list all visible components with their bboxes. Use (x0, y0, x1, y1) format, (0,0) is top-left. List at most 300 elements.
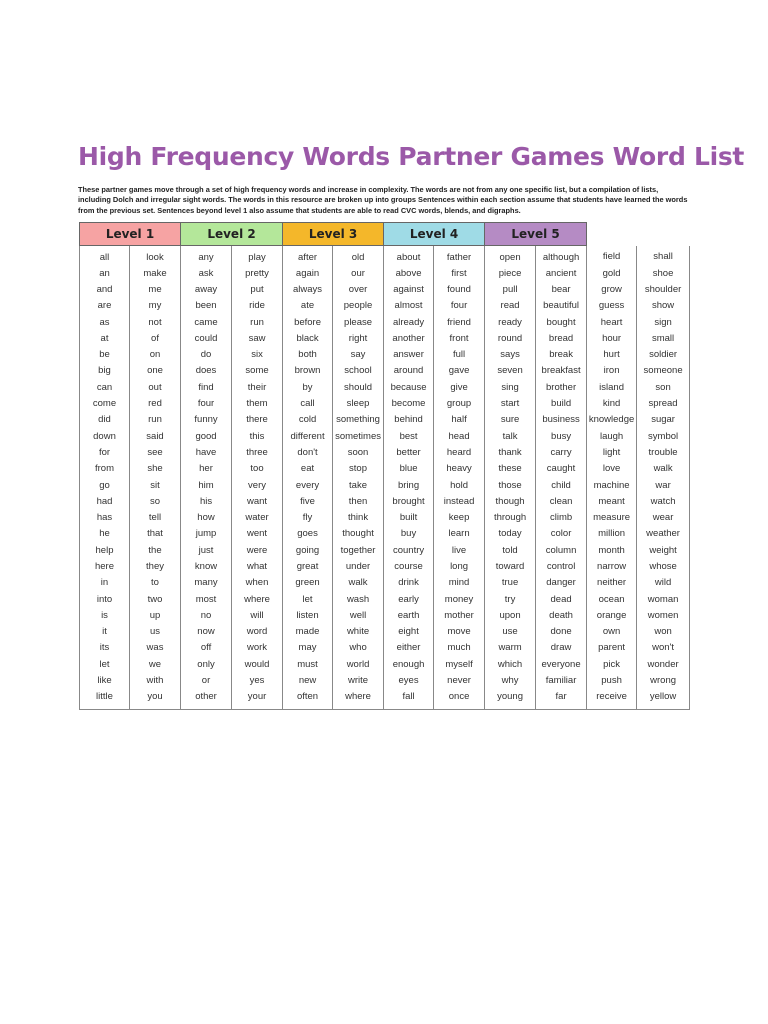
word-cell: around (384, 363, 434, 379)
word-cell: take (333, 477, 384, 493)
word-cell: had (80, 493, 130, 509)
word-cell: money (434, 591, 485, 607)
word-cell: before (283, 314, 333, 330)
word-cell: beautiful (536, 298, 587, 314)
word-cell: found (434, 281, 485, 297)
word-cell: course (384, 558, 434, 574)
word-cell: may (283, 640, 333, 656)
word-cell: bread (536, 330, 587, 346)
word-cell: hurt (587, 346, 637, 362)
level-header: Level 5 (485, 223, 587, 246)
word-cell: heavy (434, 461, 485, 477)
word-cell: friend (434, 314, 485, 330)
word-cell: show (637, 298, 690, 314)
level-header: Level 4 (384, 223, 485, 246)
word-cell: from (80, 461, 130, 477)
word-cell: million (587, 526, 637, 542)
word-cell: soldier (637, 346, 690, 362)
word-cell: everyone (536, 656, 587, 672)
word-cell: just (181, 542, 232, 558)
word-cell: the (130, 542, 181, 558)
word-cell: earth (384, 607, 434, 623)
word-cell: knowledge (587, 412, 637, 428)
word-cell: much (434, 640, 485, 656)
word-cell: listen (283, 607, 333, 623)
word-cell: fly (283, 509, 333, 525)
word-cell: off (181, 640, 232, 656)
word-cell: think (333, 509, 384, 525)
word-cell: wear (637, 509, 690, 525)
word-cell: light (587, 444, 637, 460)
word-cell: behind (384, 412, 434, 428)
word-cell: together (333, 542, 384, 558)
word-cell: went (232, 526, 283, 542)
word-cell: was (130, 640, 181, 656)
word-cell: and (80, 281, 130, 297)
word-cell: shoulder (637, 281, 690, 297)
word-cell: wrong (637, 672, 690, 688)
word-cell: parent (587, 640, 637, 656)
word-cell: use (485, 624, 536, 640)
word-cell: those (485, 477, 536, 493)
word-cell: here (80, 558, 130, 574)
word-cell: group (434, 395, 485, 411)
word-cell: draw (536, 640, 587, 656)
word-cell: up (130, 607, 181, 623)
word-cell: most (181, 591, 232, 607)
word-cell: son (637, 379, 690, 395)
word-cell: small (637, 330, 690, 346)
word-cell: first (434, 265, 485, 281)
word-cell: funny (181, 412, 232, 428)
word-cell: can (80, 379, 130, 395)
word-cell: big (80, 363, 130, 379)
word-cell: myself (434, 656, 485, 672)
word-cell: become (384, 395, 434, 411)
word-cell: out (130, 379, 181, 395)
word-cell: into (80, 591, 130, 607)
word-cell: father (434, 246, 485, 266)
table-row (80, 395, 690, 411)
word-cell: came (181, 314, 232, 330)
word-cell: spread (637, 395, 690, 411)
word-cell: familiar (536, 672, 587, 688)
word-cell: island (587, 379, 637, 395)
word-cell: should (333, 379, 384, 395)
word-cell: her (181, 461, 232, 477)
page-title: High Frequency Words Partner Games Word List (78, 142, 745, 171)
word-cell: though (485, 493, 536, 509)
word-cell: he (80, 526, 130, 542)
word-cell: any (181, 246, 232, 266)
word-cell: give (434, 379, 485, 395)
word-cell: always (283, 281, 333, 297)
word-cell: many (181, 575, 232, 591)
word-cell: soon (333, 444, 384, 460)
word-cell: about (384, 246, 434, 266)
word-cell: yes (232, 672, 283, 688)
word-cell: let (283, 591, 333, 607)
word-cell: not (130, 314, 181, 330)
word-cell: dead (536, 591, 587, 607)
word-cell: could (181, 330, 232, 346)
word-cell: meant (587, 493, 637, 509)
word-cell: almost (384, 298, 434, 314)
word-cell: read (485, 298, 536, 314)
word-cell: round (485, 330, 536, 346)
word-cell: won't (637, 640, 690, 656)
word-cell: break (536, 346, 587, 362)
word-cell: measure (587, 509, 637, 525)
word-cell: true (485, 575, 536, 591)
word-cell: answer (384, 346, 434, 362)
word-cell: every (283, 477, 333, 493)
word-cell: there (232, 412, 283, 428)
word-cell: enough (384, 656, 434, 672)
word-cell: above (384, 265, 434, 281)
word-cell: know (181, 558, 232, 574)
level-header: Level 1 (80, 223, 181, 246)
word-cell: four (434, 298, 485, 314)
word-cell: that (130, 526, 181, 542)
word-cell: neither (587, 575, 637, 591)
word-cell: did (80, 412, 130, 428)
word-cell: death (536, 607, 587, 623)
word-cell: please (333, 314, 384, 330)
word-cell: been (181, 298, 232, 314)
word-cell: one (130, 363, 181, 379)
level-header: Level 2 (181, 223, 283, 246)
word-cell: once (434, 689, 485, 710)
word-cell: business (536, 412, 587, 428)
word-cell: sleep (333, 395, 384, 411)
word-table-body (80, 246, 690, 710)
word-cell: ocean (587, 591, 637, 607)
word-cell: eight (384, 624, 434, 640)
word-cell: tell (130, 509, 181, 525)
word-cell: wash (333, 591, 384, 607)
word-cell: receive (587, 689, 637, 710)
word-cell: let (80, 656, 130, 672)
word-cell: machine (587, 477, 637, 493)
word-cell: pull (485, 281, 536, 297)
word-cell: call (283, 395, 333, 411)
word-cell: go (80, 477, 130, 493)
word-cell: want (232, 493, 283, 509)
word-cell: best (384, 428, 434, 444)
word-cell: put (232, 281, 283, 297)
table-row (80, 640, 690, 656)
word-cell: whose (637, 558, 690, 574)
word-cell: they (130, 558, 181, 574)
table-row (80, 298, 690, 314)
word-cell: weather (637, 526, 690, 542)
word-cell: build (536, 395, 587, 411)
word-cell: this (232, 428, 283, 444)
word-cell: push (587, 672, 637, 688)
word-cell: often (283, 689, 333, 710)
word-cell: grow (587, 281, 637, 297)
word-cell: at (80, 330, 130, 346)
word-cell: would (232, 656, 283, 672)
word-cell: look (130, 246, 181, 266)
word-cell: warm (485, 640, 536, 656)
word-cell: play (232, 246, 283, 266)
word-cell: full (434, 346, 485, 362)
word-cell: which (485, 656, 536, 672)
word-cell: in (80, 575, 130, 591)
word-cell: bring (384, 477, 434, 493)
word-cell: your (232, 689, 283, 710)
word-cell: pick (587, 656, 637, 672)
word-cell: school (333, 363, 384, 379)
word-cell: front (434, 330, 485, 346)
word-cell: because (384, 379, 434, 395)
word-cell: watch (637, 493, 690, 509)
word-cell: brought (384, 493, 434, 509)
word-cell: its (80, 640, 130, 656)
table-row (80, 461, 690, 477)
word-cell: we (130, 656, 181, 672)
word-cell: or (181, 672, 232, 688)
word-cell: two (130, 591, 181, 607)
word-cell: goes (283, 526, 333, 542)
word-cell: ancient (536, 265, 587, 281)
word-list-table (79, 222, 690, 710)
word-cell: my (130, 298, 181, 314)
word-cell: great (283, 558, 333, 574)
word-cell: early (384, 591, 434, 607)
table-row (80, 591, 690, 607)
word-cell: going (283, 542, 333, 558)
word-cell: seven (485, 363, 536, 379)
word-cell: have (181, 444, 232, 460)
word-cell: ask (181, 265, 232, 281)
word-cell: their (232, 379, 283, 395)
word-cell: mind (434, 575, 485, 591)
word-cell: it (80, 624, 130, 640)
word-cell: don't (283, 444, 333, 460)
word-cell: column (536, 542, 587, 558)
word-cell: hold (434, 477, 485, 493)
word-cell: five (283, 493, 333, 509)
word-cell: won (637, 624, 690, 640)
word-cell: keep (434, 509, 485, 525)
word-cell: where (333, 689, 384, 710)
word-cell: says (485, 346, 536, 362)
word-cell: for (80, 444, 130, 460)
word-cell: now (181, 624, 232, 640)
word-cell: him (181, 477, 232, 493)
word-cell: our (333, 265, 384, 281)
word-cell: caught (536, 461, 587, 477)
word-cell: built (384, 509, 434, 525)
word-cell: try (485, 591, 536, 607)
word-cell: an (80, 265, 130, 281)
word-cell: shall (637, 246, 690, 266)
word-cell: four (181, 395, 232, 411)
word-cell: no (181, 607, 232, 623)
word-cell: child (536, 477, 587, 493)
word-cell: made (283, 624, 333, 640)
word-cell: eat (283, 461, 333, 477)
word-cell: another (384, 330, 434, 346)
word-cell: start (485, 395, 536, 411)
word-cell: must (283, 656, 333, 672)
word-cell: symbol (637, 428, 690, 444)
word-cell: busy (536, 428, 587, 444)
word-cell: half (434, 412, 485, 428)
word-cell: carry (536, 444, 587, 460)
word-cell: learn (434, 526, 485, 542)
word-cell: me (130, 281, 181, 297)
table-row (80, 246, 690, 266)
word-cell: bear (536, 281, 587, 297)
word-cell: run (232, 314, 283, 330)
word-cell: word (232, 624, 283, 640)
word-cell: never (434, 672, 485, 688)
word-cell: move (434, 624, 485, 640)
word-cell: under (333, 558, 384, 574)
word-cell: why (485, 672, 536, 688)
word-cell: different (283, 428, 333, 444)
word-cell: climb (536, 509, 587, 525)
word-cell: sure (485, 412, 536, 428)
table-row (80, 526, 690, 542)
word-cell: sign (637, 314, 690, 330)
word-cell: love (587, 461, 637, 477)
word-cell: stop (333, 461, 384, 477)
word-cell: help (80, 542, 130, 558)
word-cell: you (130, 689, 181, 710)
table-row (80, 607, 690, 623)
word-cell: of (130, 330, 181, 346)
word-cell: ate (283, 298, 333, 314)
word-cell: are (80, 298, 130, 314)
table-row (80, 509, 690, 525)
word-cell: either (384, 640, 434, 656)
word-cell: mother (434, 607, 485, 623)
table-row (80, 558, 690, 574)
word-cell: ride (232, 298, 283, 314)
word-cell: heart (587, 314, 637, 330)
word-cell: as (80, 314, 130, 330)
word-cell: better (384, 444, 434, 460)
word-cell: against (384, 281, 434, 297)
word-cell: told (485, 542, 536, 558)
word-cell: far (536, 689, 587, 710)
word-cell: black (283, 330, 333, 346)
word-cell: narrow (587, 558, 637, 574)
word-cell: eyes (384, 672, 434, 688)
word-cell: sit (130, 477, 181, 493)
word-cell: jump (181, 526, 232, 542)
table-row (80, 379, 690, 395)
table-row (80, 330, 690, 346)
table-row (80, 689, 690, 710)
word-cell: breakfast (536, 363, 587, 379)
level-header-row (80, 223, 690, 246)
word-cell: how (181, 509, 232, 525)
word-cell: blue (384, 461, 434, 477)
word-cell: come (80, 395, 130, 411)
word-cell: both (283, 346, 333, 362)
word-cell: gave (434, 363, 485, 379)
word-cell: when (232, 575, 283, 591)
word-cell: today (485, 526, 536, 542)
word-cell: new (283, 672, 333, 688)
word-cell: own (587, 624, 637, 640)
table-row (80, 672, 690, 688)
word-cell: again (283, 265, 333, 281)
word-cell: iron (587, 363, 637, 379)
word-cell: young (485, 689, 536, 710)
word-cell: wild (637, 575, 690, 591)
word-cell: bought (536, 314, 587, 330)
word-cell: shoe (637, 265, 690, 281)
word-cell: field (587, 246, 637, 266)
word-cell: talk (485, 428, 536, 444)
word-cell: only (181, 656, 232, 672)
table-row (80, 575, 690, 591)
word-cell: through (485, 509, 536, 525)
word-cell: is (80, 607, 130, 623)
word-cell: heard (434, 444, 485, 460)
word-cell: control (536, 558, 587, 574)
word-cell: be (80, 346, 130, 362)
table-row (80, 624, 690, 640)
word-cell: month (587, 542, 637, 558)
table-row (80, 444, 690, 460)
word-cell: other (181, 689, 232, 710)
word-cell: down (80, 428, 130, 444)
word-cell: war (637, 477, 690, 493)
word-cell: brown (283, 363, 333, 379)
word-cell: see (130, 444, 181, 460)
word-cell: find (181, 379, 232, 395)
word-cell: run (130, 412, 181, 428)
word-cell: laugh (587, 428, 637, 444)
word-cell: brother (536, 379, 587, 395)
table-row (80, 542, 690, 558)
word-cell: cold (283, 412, 333, 428)
word-cell: sing (485, 379, 536, 395)
word-cell: walk (333, 575, 384, 591)
word-cell: thank (485, 444, 536, 460)
word-cell: say (333, 346, 384, 362)
word-cell: away (181, 281, 232, 297)
table-row (80, 493, 690, 509)
word-cell: piece (485, 265, 536, 281)
word-cell: were (232, 542, 283, 558)
word-cell: does (181, 363, 232, 379)
word-cell: well (333, 607, 384, 623)
word-cell: then (333, 493, 384, 509)
word-cell: pretty (232, 265, 283, 281)
word-cell: good (181, 428, 232, 444)
word-cell: what (232, 558, 283, 574)
word-cell: color (536, 526, 587, 542)
word-cell: like (80, 672, 130, 688)
table-row (80, 265, 690, 281)
word-cell: long (434, 558, 485, 574)
word-cell: although (536, 246, 587, 266)
word-cell: fall (384, 689, 434, 710)
table-row (80, 346, 690, 362)
intro-paragraph: These partner games move through a set of high frequency words and increase in complexity. The words are not from any one specific list, but a compilation of lists, including Dolch and irregular sight words. The words in this resource are broken up into groups Sentences within each section assume that students have learned the words from the previous set. Sentences beyond level 1 also assume that students are able to read CVC words, blends, and digraphs. (78, 185, 688, 215)
word-cell: his (181, 493, 232, 509)
word-cell: six (232, 346, 283, 362)
